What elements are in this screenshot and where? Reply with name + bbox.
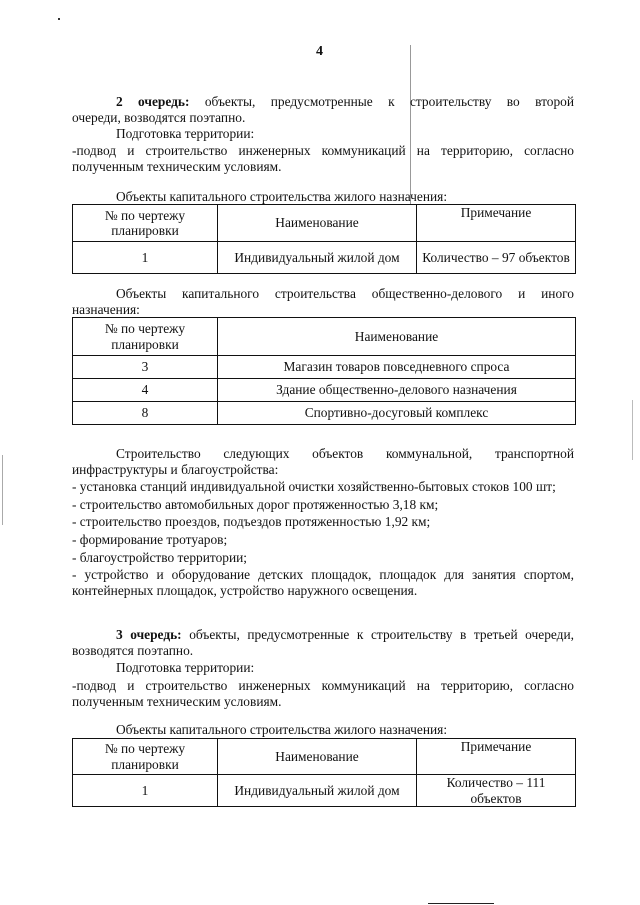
residential-caption-stage3: Объекты капитального строительства жилого назначения: bbox=[116, 722, 448, 737]
list-item: - формирование тротуаров; bbox=[72, 531, 228, 547]
scan-edge-mark bbox=[632, 400, 633, 460]
cell-note: Количество – 97 объектов bbox=[417, 242, 576, 274]
table-row bbox=[73, 242, 576, 274]
stage3-prep-text bbox=[72, 678, 574, 709]
stage3-prep-title: Подготовка территории: bbox=[116, 660, 255, 675]
cell-num: 3 bbox=[73, 356, 218, 379]
list-item: - строительство проездов, подъездов протяженностью 1,92 км; bbox=[72, 514, 431, 530]
header-note: Примечание bbox=[417, 739, 576, 775]
cell-name: Индивидуальный жилой дом bbox=[218, 242, 417, 274]
table-row bbox=[73, 379, 576, 402]
table-row bbox=[73, 356, 576, 379]
list-item: - строительство автомобильных дорог протяженностью 3,18 км; bbox=[72, 496, 439, 512]
header-num: № по чертежу планировки bbox=[73, 739, 218, 775]
cell-name: Индивидуальный жилой дом bbox=[218, 775, 417, 807]
footer-rule bbox=[428, 903, 494, 904]
cell-num: 8 bbox=[73, 402, 218, 425]
stage3-label: 3 очередь: bbox=[116, 627, 182, 642]
table-row bbox=[73, 402, 576, 425]
infrastructure-intro-line1: Строительство следующих объектов коммунальной, транспортной bbox=[116, 446, 574, 461]
stage3-prep-line2: полученным техническим условиям. bbox=[72, 693, 282, 709]
infrastructure-intro-line2: инфраструктуры и благоустройства: bbox=[72, 461, 279, 477]
public-caption-line1: Объекты капитального строительства общественно-делового и иного bbox=[116, 286, 574, 301]
stage3-line1-text: объекты, предусмотренные к строительству в третьей очереди, bbox=[189, 627, 574, 642]
stage2-prep-line2: полученным техническим условиям. bbox=[72, 158, 282, 174]
page-number: 4 bbox=[316, 44, 323, 59]
public-table bbox=[72, 317, 576, 425]
header-note: Примечание bbox=[417, 205, 576, 242]
infrastructure-list bbox=[72, 479, 574, 598]
cell-name: Здание общественно-делового назначения bbox=[218, 379, 576, 402]
stage2-line2: очереди, возводятся поэтапно. bbox=[72, 109, 246, 125]
stage2-line1-text: объекты, предусмотренные к строительству во второй bbox=[204, 94, 574, 109]
stage3-prep-line1: -подвод и строительство инженерных коммуникаций на территорию, согласно bbox=[72, 678, 574, 693]
stage2-prep-text bbox=[72, 143, 574, 174]
stage2-label: 2 очередь: bbox=[116, 94, 190, 109]
cell-name: Спортивно-досуговый комплекс bbox=[218, 402, 576, 425]
stage2-prep-title: Подготовка территории: bbox=[116, 126, 255, 141]
table-header-row bbox=[73, 318, 576, 356]
header-name: Наименование bbox=[218, 318, 576, 356]
cell-num: 4 bbox=[73, 379, 218, 402]
stage2-line1 bbox=[72, 94, 574, 110]
list-item: - благоустройство территории; bbox=[72, 549, 248, 565]
table-header-row bbox=[73, 739, 576, 775]
table-row bbox=[73, 775, 576, 807]
header-num: № по чертежу планировки bbox=[73, 318, 218, 356]
residential-caption: Объекты капитального строительства жилого назначения: bbox=[116, 189, 448, 204]
stage3-line1 bbox=[72, 627, 574, 643]
header-name: Наименование bbox=[218, 205, 417, 242]
public-caption bbox=[72, 286, 574, 317]
infrastructure-section bbox=[72, 446, 574, 598]
cell-num: 1 bbox=[73, 242, 218, 274]
table-header-row bbox=[73, 205, 576, 242]
stage2-prep-line1: -подвод и строительство инженерных коммуникаций на территорию, согласно bbox=[72, 143, 574, 158]
stage3-paragraph bbox=[72, 627, 574, 658]
header-num: № по чертежу планировки bbox=[73, 205, 218, 242]
cell-name: Магазин товаров повседневного спроса bbox=[218, 356, 576, 379]
stage3-line2: возводятся поэтапно. bbox=[72, 642, 194, 658]
header-name: Наименование bbox=[218, 739, 417, 775]
cell-note: Количество – 111 объектов bbox=[417, 775, 576, 807]
list-item: - устройство и оборудование детских площадок, площадок для занятия спортом, контейнерных площадок, устройство наружного освещения. bbox=[72, 567, 574, 598]
public-caption-line2: назначения: bbox=[72, 301, 140, 317]
residential-table-stage3 bbox=[72, 738, 576, 807]
residential-table-stage2 bbox=[72, 204, 576, 274]
scan-edge-mark bbox=[2, 455, 3, 525]
scan-speck bbox=[58, 18, 60, 20]
cell-num: 1 bbox=[73, 775, 218, 807]
list-item: - установка станций индивидуальной очистки хозяйственно-бытовых стоков 100 шт; bbox=[72, 479, 556, 495]
stage2-paragraph bbox=[72, 94, 574, 125]
